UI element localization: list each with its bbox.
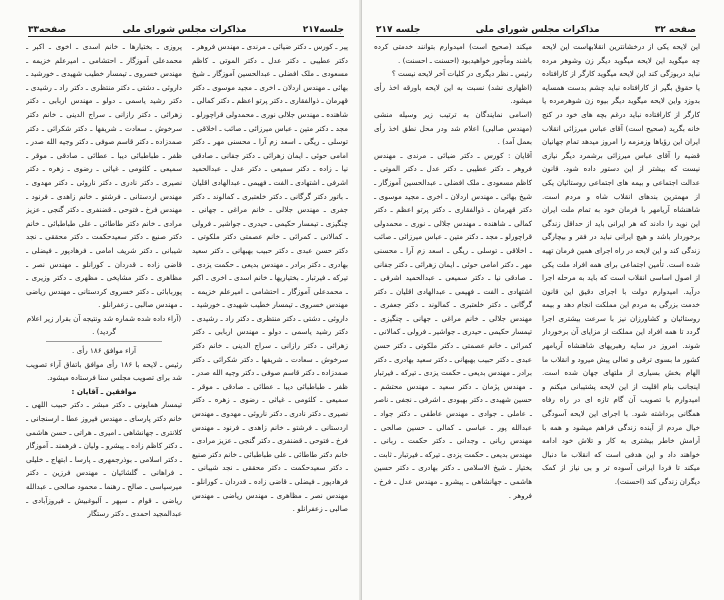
right-page-header	[376, 21, 696, 37]
left-page-header	[28, 21, 344, 37]
session-number: جلسه ۲۱۷	[376, 25, 421, 35]
paragraph: (اسامی نمایندگان به ترتیب زیر وسیله منشی (مهندس صالبی) اعلام شد ودر محل نطق اخذ رأی بعمل آمد) .	[374, 109, 532, 147]
left-page-column-left	[26, 40, 182, 592]
left-page-column-right	[192, 40, 348, 592]
paragraph: تیمسار همایونی ـ دکتر مبشر ـ دکتر حبیب اللهی ـ خانم دکتر پارسای ـ مهندس فیروز عطا ـ ارسنجانی ـ کلانتری ـ جهانشاهی ـ امیری ـ هراتی ـ حسن هاشمی ـ دکتر کاظم زاده ـ پیشرو ـ ولیان ـ فرهمند ـ آموزگار ـ دکتر اسلامی ـ بوذرجمهری ـ پارسا ـ ابتهاج ـ خلیلی ـ فراهانی ـ گلشائیان ـ مهندس فرزین ـ دکتر میرسپاسی ـ صالح ـ رهنما ـ محمود صالحی ـ عبدالله ریاضی ـ قوام ـ سپهر ـ آلبوغبیش ـ فیروزآبادی ـ عبدالمجید احمدی ـ دکتر رستگار	[26, 400, 182, 519]
paragraph: پیر ـ کورس ـ دکتر ضیائی ـ مرندی ـ مهندس فروهر ـ دکتر عطیبی ـ دکتر عدل ـ دکتر الموتی ـ کاظم مسعودی ـ ملک افضلی ـ عبدالحسین آموزگار ـ شیخ بهائی ـ مهندس اردلان ـ اخری ـ مجید موسوی ـ دکتر قهرمان ـ ذوالفقاری ـ دکتر پرتو اعظم ـ دکتر کمالی ـ شاهنده ـ مهندس جلالی نوری ـ محمدولی قراچورلو ـ مجد ـ دکتر متین ـ عباس میرزائی ـ صائب ـ اخلاقی ـ توسلی ـ ریگی ـ اسعد زم آرا ـ محسنی مهر ـ دکتر امامی حوئی ـ ایمان زهرائی ـ دکتر جفانی ـ صادقی نیا ـ زاده ـ دکتر سمیعی ـ دکتر عدل ـ عبدالحمید اشرفی ـ اشتهادی ـ الفت ـ فهیمی ـ عبدالهادی اقلیان ـ باتور دکتر گرگانی ـ دکتر خلعتبری ـ کمالوند ـ دکتر جفری ـ مهندس جلالی ـ خانم مراغی ـ جهانی ـ چنگیزی ـ تیمسار حکیمی ـ حیدری ـ جواشیر ـ فرولی ـ کمالانی ـ کمرائی ـ خانم عصمتی دکتر ملکوتی ـ دکتر حسن عبدی ـ دکتر حبیب بهبهانی ـ دکتر سعید بهادری ـ دکتر برادر ـ مهندس بدیعی ـ حکمت یزدی ـ تیرکه ـ فیرتبار ـ بختیاریها ـ خانم اسدی ـ اخری ـ اکبر ـ محمدعلی آموزگار ـ احتشامی ـ امیرعلم خزیمه ـ مهندس خسروی ـ تیمسار خطیب شهیدی ـ خورشید ـ داروئی ـ دشتی ـ دکتر منتظری ـ دکتر راد ـ رشیدی ـ دکتر رشید یاسمی ـ دولو ـ مهندس اربابی ـ دکتر زهرائی ـ دکتر رازانی ـ سراج الدینی ـ خانم دکتر سرخوش ـ سعادت ـ شریفها ـ دکتر شکرائی ـ دکتر صمدزاده ـ دکتر قاسم صوفی ـ دکتر وجیه الله صدر ـ ظفر ـ طباطبائی دیبا ـ عطائی ـ صادقی ـ موقر ـ سمیعی ـ کلثومی ـ غیاثی ـ رضوی ـ زهره ـ دکتر نصیری ـ دکتر نادری ـ دکتر ناروئی ـ مهدوی ـ مهندس اردستانی ـ فرشتو ـ خانم زاهدی ـ فرنود ـ مهندس فرخ ـ فتوحی ـ قضنفری ـ دکتر گنجی ـ عزیز مرادی ـ خانم دکتر طاطائی ـ علی طباطبائی ـ خانم دکتر صنیع ـ دکتر سعیدحکمت ـ دکتر محققی ـ نجد شیبانی ـ فرهادپور ـ فیضلی ـ قاضی زاده ـ قدردان ـ کورانلو ـ مهندس نصر ـ مظاهری ـ مهندس ریاضی ـ مهندس صالبی ـ زعفرانلو .	[192, 42, 348, 514]
paragraph: این لایحه یکی از درخشانترین انقلابهاست این لایحه چه میگوید این لایحه میگوید دیگر زن وشوهر مرده نباید دربوزگی کند این لایحه میگوید کارگر از کارافتاده یا حقوق بگیر از کارافتاده نباید چشم بدست همسایه بدوزد واین لایحه میگوید دیگر بیوه زن شوهرمرده یا کارگر از کارافتاده نباید درغم بچه های خود در کنج خانه بگرید (صحیح است) آقای عباس میرزائی انقلاب ایران این رؤیاها وزمزمه را امروز میدهد تمام جهانیان قضیه را آقای عباس میرزائی برشمرد دیگر نیازی نیست که بیشتر از این دستور داده شود. قانون عدالت اجتماعی و بیمه های اجتماعی روستائیان یکی از مهمترین بندهای انقلاب شاه و مردم است. شاهنشاه آریامهر با فرمان خود به تمام ملت ایران این نوید را دادند که هر ایرانی باید از حداقل زندگی برخوردار باشد و هیچ ایرانی نباید در فقر و بیچارگی زندگی کند و این لایحه در راه اجرای همین فرمان تهیه شده است. تأمین اجتماعی برای همه افراد ملت یکی از اصول اساسی انقلاب است که باید به مرحله اجرا درآید. امیدوارم دولت با اجرای دقیق این قانون خدمت بزرگی به مردم این مملکت انجام دهد و بیمه روستائیان و کشاورزان نیز با سرعت بیشتری اجرا گردد تا همه افراد این مملکت از مزایای آن برخوردار شوند. امروز در سایه رهبریهای شاهنشاه آریامهر کشور ما بسوی ترقی و تعالی پیش میرود و انقلاب ما الهام بخش بسیاری از ملتهای جهان شده است. اینجانب بنام اقلیت از این لایحه پشتیبانی میکنم و امیدوارم با تصویب آن گام تازه ای در راه رفاه همگانی برداشته شود. با اجرای این لایحه آسودگی خیال مردم از آینده زندگی فراهم میشود و همه با آرامش خاطر بیشتری به کار و تلاش خود ادامه خواهند داد و این هدفی است که انقلاب ما دنبال میکند تا فردا ایرانی آسوده تر و بی نیاز از کمک دیگران زندگی کند (احسنت).	[542, 42, 700, 486]
vote-result: آراء موافق ۱۸۶ رأی .	[72, 346, 136, 356]
speaker-paragraph: رئیس ـ لایحه با ۱۸۶ رأی موافق باتفاق آراء تصویب شد برای تصویب مجلس سنا فرستاده میشود.	[26, 359, 182, 383]
right-page-columns	[374, 40, 700, 592]
paragraph: (آراء داده شده شماره شد ونتیجه آن بقرار زیر اعلام گردید) .	[26, 313, 182, 337]
section-heading: موافقین ـ آقایان :	[71, 386, 137, 396]
roll-call-list: آقایان : کورس ـ دکتر ضیائی ـ مرندی ـ مهندس فروهر ـ دکتر عطیبی ـ دکتر عدل ـ دکتر الموتی ـ کاظم مسعودی ـ ملک افضلی ـ عبدالحسین آموزگار ـ شیخ بهائی ـ مهندس اردلان ـ اخری ـ مجید موسوی ـ دکتر قهرمان ـ ذوالفقاری ـ دکتر پرتو اعظم ـ دکتر کمالی ـ شاهنده ـ مهندس جلالی ـ نوری ـ محمدولی قراچورلو ـ مجد ـ دکتر متین ـ عباس میرزائی ـ صائب ـ اخلاقی ـ توسلی ـ ریگی ـ اسعد زم آرا ـ محسنی مهر ـ دکتر امامی حوئی ـ ایمان زهرائی ـ دکتر جفانی ـ صادقی نیا ـ دکتر سمیعی ـ عبدالحمید اشرفی ـ اشتهادی ـ الفت ـ فهیمی ـ عبدالهادی اقلیان ـ دکتر گرگانی ـ دکتر خلعتبری ـ کمالوند ـ دکتر جعفری ـ مهندس جلالی ـ خانم مراغی ـ جهانی ـ چنگیزی ـ تیمسار حکیمی ـ حیدری ـ جواشیر ـ فرولی ـ کمالانی ـ کمرائی ـ خانم عصمتی ـ دکتر ملکوتی ـ دکتر حسن عبدی ـ دکتر حبیب بهبهانی ـ دکتر سعید بهادری ـ دکتر برادر ـ مهندس بدیعی ـ حکمت یزدی ـ تیرکه ـ فیرتبار ـ مهندس پژمان ـ دکتر سعید ـ مهندس محتشم ـ حسین شهیدی ـ دکتر بهبودی ـ اشرفی ـ نجفی ـ ناصر ـ عاملی ـ جوادی ـ مهندس عاطفی ـ دکتر جواد ـ عبدالله پور ـ عباسی ـ کمالی ـ حسین صالحی ـ مهندس ربانی ـ وجدانی ـ دکتر حکمت ـ ربانی ـ مهندس بدیعی ـ حکمت یزدی ـ تیرکه ـ فیرتبار ـ ثابت ـ بختیار ـ شیخ الاسلامی ـ دکتر بهادری ـ دکتر حسین هاشمی ـ جهانشاهی ـ پیشرو ـ مهندس عدل ـ فرخ ـ فروهر .	[374, 150, 532, 500]
paragraph: (اظهاری نشد) نسبت به این لایحه باورقه اخذ رأی میشود.	[374, 82, 532, 106]
right-page-column-left	[374, 40, 532, 592]
left-page-columns	[26, 40, 348, 592]
speaker-paragraph: رئیس ـ نظر دیگری در کلیات آخر لایحه نیست ؟	[391, 69, 532, 79]
right-page-column-right	[542, 40, 700, 592]
paragraph: پروزی ـ بختیارها ـ خانم اسدی ـ اخوی ـ اکبر ـ محمدعلی آموزگار ـ احتشامی ـ امیرعلم خزیمه ـ مهندس خسروی ـ تیمسار خطیب شهیدی ـ خورشید ـ داروئی ـ دشتی ـ دکتر منتظری ـ دکتر راد ـ رشیدی ـ دکتر رشید یاسمی ـ دولو ـ مهندس اربابی ـ دکتر زهرائی ـ دکتر رازانی ـ سراج الدینی ـ خانم دکتر سرخوش ـ سعادت ـ شریفها ـ دکتر شکرائی ـ دکتر صمدزاده ـ دکتر قاسم صوفی ـ دکتر وجیه الله صدر ـ ظفر ـ طباطبائی دیبا ـ عطائی ـ صادقی ـ موقر ـ سمیعی ـ کلثومی ـ غیاثی ـ رضوی ـ زهره ـ دکتر نصیری ـ دکتر نادری ـ دکتر ناروئی ـ دکتر مهدوی ـ مهندس اردستانی ـ فرشتو ـ خانم زاهدی ـ فرنود ـ مهندس فرخ ـ فتوحی ـ قضنفری ـ دکتر گنجی ـ عزیز مرادی ـ خانم دکتر طاطائی ـ علی طباطبائی ـ خانم دکتر صنیع ـ دکتر سعیدحکمت ـ دکتر محققی ـ نجد شیبانی ـ دکتر شریف امامی ـ فرهادپور ـ فیضلی ـ قاضی زاده ـ قدردان ـ کورانلو ـ مهندس نصر ـ مظاهری ـ دکتر مشایخی ـ مظهری ـ دکتر وزیری ـ پوربابائی ـ دکتر خسروی کردستانی ـ مهندس ریاضی ـ مهندس صالبی ـ زعفرانلو .	[26, 42, 182, 310]
running-title: مذاکرات مجلس شورای ملی	[475, 25, 600, 35]
session-number: جلسه۲۱۷	[302, 25, 344, 35]
divider	[46, 341, 162, 342]
page-number: صفحه ۳۲	[654, 25, 696, 35]
page-number: صفحه۳۳	[28, 25, 67, 35]
paragraph: میکند (صحیح است) امیدوارم بتوانند خدمتی کرده باشند ومأجور خواهیدبود (احسنت ـ احسنت) .	[374, 42, 532, 65]
right-page	[362, 0, 724, 600]
running-title: مذاکرات مجلس شورای ملی	[122, 25, 247, 35]
